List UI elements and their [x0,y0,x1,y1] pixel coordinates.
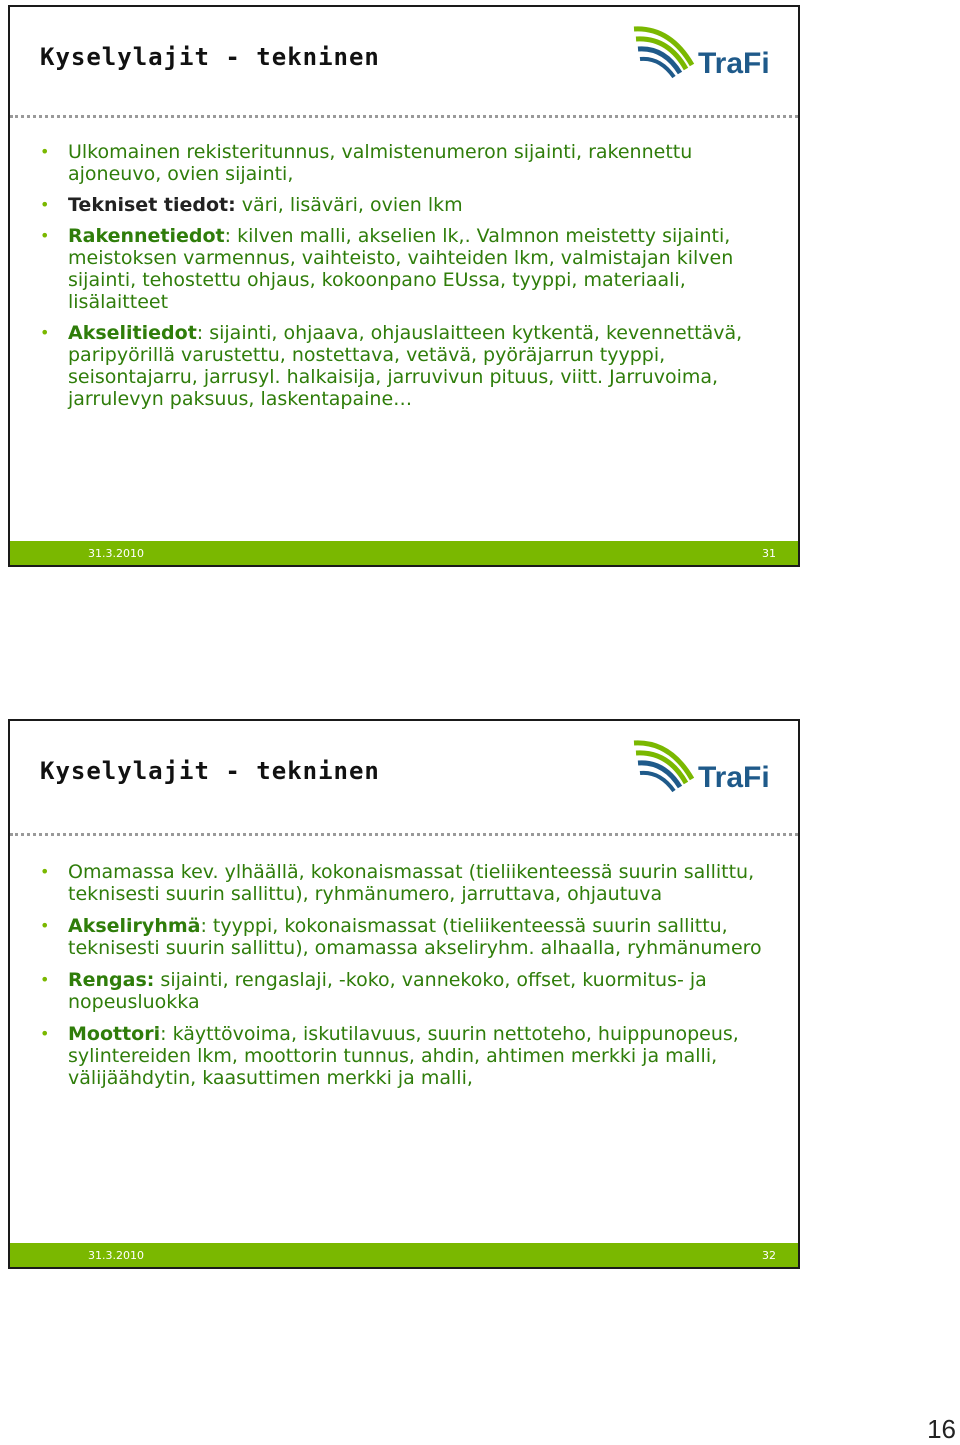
slide-date: 31.3.2010 [88,547,144,560]
logo-text: TraFi [698,47,770,80]
bullet-text: sijainti, rengaslaji, -koko, vannekoko, offset, kuormitus- ja nopeusluokka [68,969,707,1013]
divider [10,115,798,118]
bullet-text: väri, lisäväri, ovien lkm [235,194,463,216]
slide-footer [10,1243,798,1267]
bullet-key: Akselitiedot [68,322,197,344]
bullet-text: : käyttövoima, iskutilavuus, suurin nettoteho, huippunopeus, sylintereiden lkm, moottorin tunnus, ahdin, ahtimen merkki ja malli, välijäähdytin, kaasuttimen merkki ja malli, [68,1023,739,1089]
slide-number: 31 [762,547,776,560]
bullet-item [38,225,778,313]
slide-title: Kyselylajit - tekninen [40,43,380,71]
bullet-icon: • [40,226,50,245]
bullet-item [38,861,778,905]
bullet-key: Rengas: [68,969,155,991]
bullet-icon: • [40,862,50,881]
bullet-icon: • [40,195,50,214]
slide-number: 32 [762,1249,776,1262]
divider [10,833,798,836]
logo-text: TraFi [698,761,770,794]
slide-31 [8,5,800,567]
bullet-item [38,322,778,410]
bullet-list [38,861,778,1099]
bullet-item [38,915,778,959]
bullet-icon: • [40,142,50,161]
page-number: 16 [927,1414,956,1444]
trafi-logo [630,25,780,87]
slide-title: Kyselylajit - tekninen [40,757,380,785]
bullet-text: Omamassa kev. ylhäällä, kokonaismassat (tieliikenteessä suurin sallittu, teknisesti suurin sallittu), ryhmänumero, jarruttava, ohjautuva [68,861,755,905]
bullet-icon: • [40,916,50,935]
bullet-item [38,969,778,1013]
bullet-item [38,194,778,216]
bullet-key: Rakennetiedot [68,225,225,247]
bullet-list [38,141,778,419]
bullet-text: Ulkomainen rekisteritunnus, valmistenumeron sijainti, rakennettu ajoneuvo, ovien sijainti, [68,141,693,185]
bullet-text: : tyyppi, kokonaismassat (tieliikenteessä suurin sallittu, teknisesti suurin sallittu), omamassa akseliryhm. alhaalla, ryhmänumero [68,915,762,959]
bullet-icon: • [40,1024,50,1043]
slide-32 [8,719,800,1269]
bullet-icon: • [40,970,50,989]
bullet-item [38,1023,778,1089]
bullet-icon: • [40,323,50,342]
bullet-text: : kilven malli, akselien lk,. Valmnon meistetty sijainti, meistoksen varmennus, vaihteisto, vaihteiden lkm, valmistajan kilven sijainti, tehostettu ohjaus, kokoonpano EUssa, tyyppi, materiaali, lisälaitteet [68,225,734,313]
slide-footer [10,541,798,565]
slide-date: 31.3.2010 [88,1249,144,1262]
bullet-key: Moottori [68,1023,161,1045]
bullet-key: Akseliryhmä [68,915,201,937]
bullet-item [38,141,778,185]
bullet-key: Tekniset tiedot: [68,194,236,216]
bullet-text: : sijainti, ohjaava, ohjauslaitteen kytkentä, kevennettävä, paripyörillä varustettu, nostettava, vetävä, pyöräjarrun tyyppi, seisontajarru, jarrusyl. halkaisija, jarruvivun pituus, viitt. Jarruvoima, jarrulevyn paksuus, laskentapaine… [68,322,743,410]
trafi-logo [630,739,780,801]
